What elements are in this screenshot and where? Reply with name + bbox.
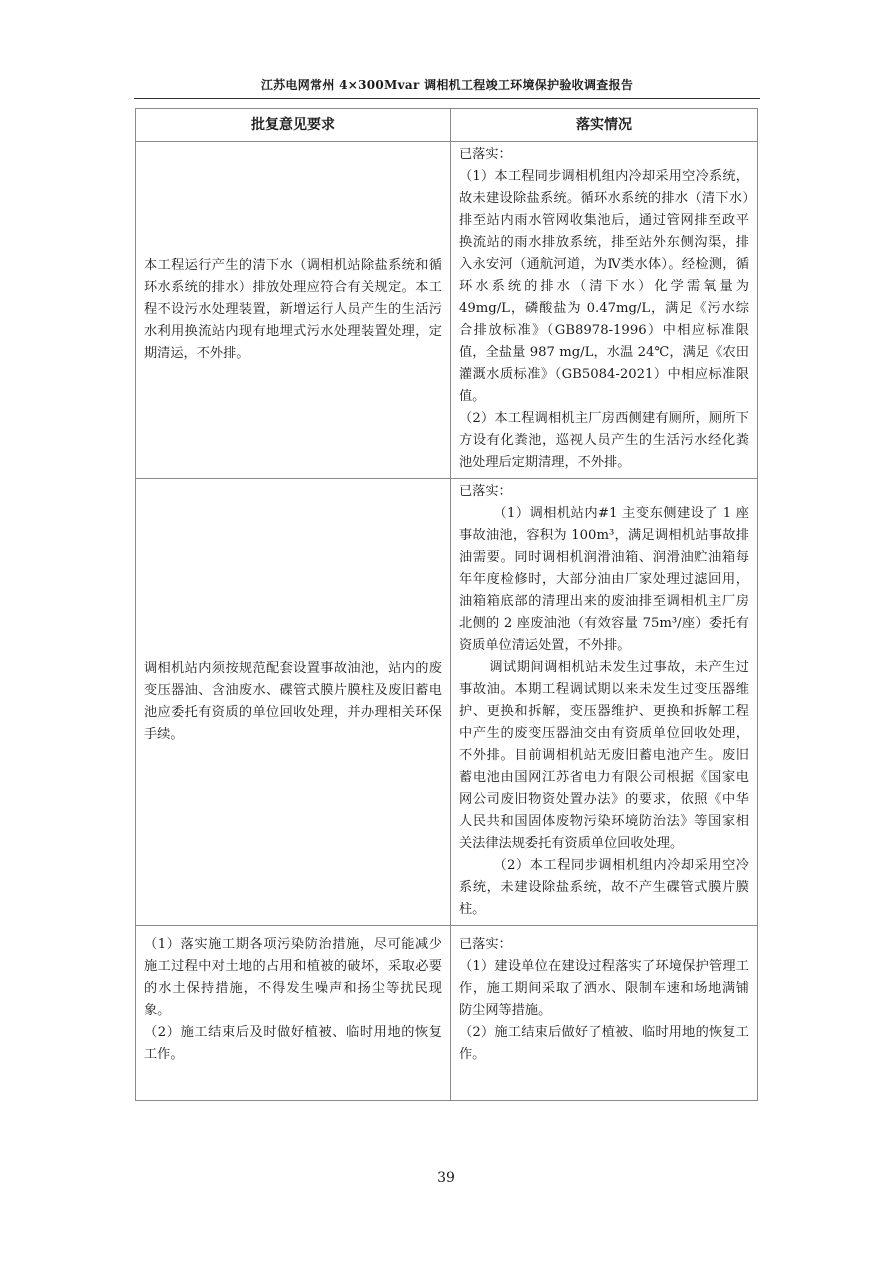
table-row (136, 926, 758, 1101)
implementation-cell (451, 479, 758, 926)
page-number: 39 (437, 1170, 455, 1186)
table-row (136, 142, 758, 479)
table-row (136, 479, 758, 926)
implementation-detail: （1）建设单位在建设过程落实了环境保护管理工作，施工期间采取了洒水、限制车速和场地满铺防尘网等措施。 (459, 959, 749, 1018)
requirement-cell (136, 479, 451, 926)
implementation-detail: 调试期间调相机站未发生过事故，未产生过事故油。本期工程调试期以来未发生过变压器维护、更换和拆解，变压器维护、更换和拆解工程中产生的废变压器油交由有资质单位回收处理，不外排。目前调相机站无废旧蓄电池产生。废旧蓄电池由国网江苏省电力有限公司根据《国家电网公司废旧物资处置办法》的要求，依照《中华人民共和国固体废物污染环境防治法》等国家相关法律法规委托有资质单位回收处理。 (459, 660, 749, 851)
page-header-title: 江苏电网常州 4×300Mvar 调相机工程竣工环境保护验收调查报告 (260, 78, 634, 92)
status-text: 已落实： (459, 147, 512, 162)
column-header-implementation: 落实情况 (451, 109, 758, 142)
implementation-cell (451, 142, 758, 479)
implementation-detail: （2）本工程调相机主厂房西侧建有厕所，厕所下方设有化粪池，巡视人员产生的生活污水经化粪池处理后定期清理，不外排。 (459, 411, 749, 470)
status-text: 已落实： (459, 484, 512, 499)
implementation-cell (451, 926, 758, 1101)
requirement-text: 调相机站内须按规范配套设置事故油池，站内的废变压器油、含油废水、碟管式膜片膜柱及废旧蓄电池应委托有资质的单位回收处理，并办理相关环保手续。 (144, 661, 442, 742)
status-text: 已落实： (459, 937, 512, 952)
requirement-text: 本工程运行产生的清下水（调相机站除盐系统和循环水系统的排水）排放处理应符合有关规定。本工程不设污水处理装置，新增运行人员产生的生活污水利用换流站内现有地埋式污水处理装置处理，定期清运，不外排。 (144, 258, 442, 361)
requirement-cell (136, 142, 451, 479)
implementation-detail: （1）本工程同步调相机组内冷却采用空冷系统，故未建设除盐系统。循环水系统的排水（清下水）排至站内雨水管网收集池后，通过管网排至政平换流站的雨水排放系统，排至站外东侧沟渠，排入永安河（通航河道，为Ⅳ类水体）。经检测，循环水系统的排水（清下水）化学需氧量为 49mg/L，磷酸盐为 0.47mg/L，满足《污水综合排放标准》（GB8978-1996）中相应标准限值，全盐量 987 mg/L，水温 24℃，满足《农田灌溉水质标准》（GB5084-2021）中相应标准限值。 (459, 169, 749, 404)
table-header-row (136, 109, 758, 142)
column-header-requirement: 批复意见要求 (136, 109, 451, 142)
header-divider (134, 98, 760, 99)
implementation-detail: （2）施工结束后做好了植被、临时用地的恢复工作。 (459, 1025, 749, 1062)
approval-implementation-table (135, 108, 758, 1101)
requirement-text: （2）施工结束后及时做好植被、临时用地的恢复工作。 (144, 1025, 442, 1062)
requirement-text: （1）落实施工期各项污染防治措施，尽可能减少施工过程中对土地的占用和植被的破坏，采取必要的水土保持措施，不得发生噪声和扬尘等扰民现象。 (144, 937, 442, 1018)
implementation-detail: （2）本工程同步调相机组内冷却采用空冷系统，未建设除盐系统，故不产生碟管式膜片膜柱。 (459, 858, 749, 917)
requirement-cell (136, 926, 451, 1101)
implementation-detail: （1）调相机站内#1 主变东侧建设了 1 座事故油池，容积为 100m³，满足调相机站事故排油需要。同时调相机润滑油箱、润滑油贮油箱每年年度检修时，大部分油由厂家处理过滤回用，油箱箱底部的清理出来的废油排至调相机主厂房北侧的 2 座废油池（有效容量 75m³/座）委托有资质单位清运处置，不外排。 (459, 506, 749, 653)
